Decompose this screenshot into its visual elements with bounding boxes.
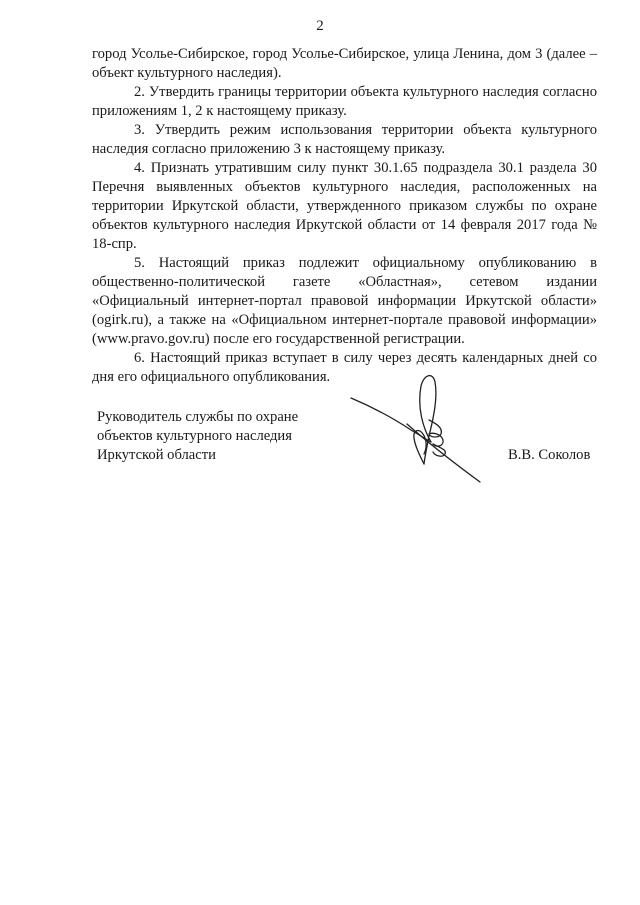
paragraph-item-3: 3. Утвердить режим использования территории объекта культурного наследия согласно приложению 3 к настоящему приказу. xyxy=(92,122,597,157)
signatory-title xyxy=(97,408,357,465)
paragraph-item-6: 6. Настоящий приказ вступает в силу через десять календарных дней со дня его официального опубликования. xyxy=(92,350,597,385)
paragraph-item-5: 5. Настоящий приказ подлежит официальному опубликованию в общественно-политической газете «Областная», сетевом издании «Официальный интернет-портал правовой информации Иркутской области» (ogirk.ru), а также на «Официальном интернет-портале правовой информации» (www.pravo.gov.ru) после его государственной регистрации. xyxy=(92,255,597,347)
paragraph-item-4: 4. Признать утратившим силу пункт 30.1.65 подраздела 30.1 раздела 30 Перечня выявленных объектов культурного наследия, расположенных на территории Иркутской области, утвержденного приказом службы по охране объектов культурного наследия Иркутской области от 14 февраля 2017 года № 18-спр. xyxy=(92,160,597,252)
page-number: 2 xyxy=(316,18,324,34)
paragraph-continuation: город Усолье-Сибирское, город Усолье-Сибирское, улица Ленина, дом 3 (далее – объект культурного наследия). xyxy=(92,46,597,81)
paragraph-item-2: 2. Утвердить границы территории объекта культурного наследия согласно приложениям 1, 2 к настоящему приказу. xyxy=(92,84,597,119)
signatory-title-line: Иркутской области xyxy=(97,447,216,463)
signatory-name: В.В. Соколов xyxy=(508,447,591,463)
document-body xyxy=(92,45,597,387)
handwritten-signature xyxy=(345,368,490,486)
signatory-title-line: Руководитель службы по охране xyxy=(97,409,299,425)
signatory-title-line: объектов культурного наследия xyxy=(97,428,292,444)
